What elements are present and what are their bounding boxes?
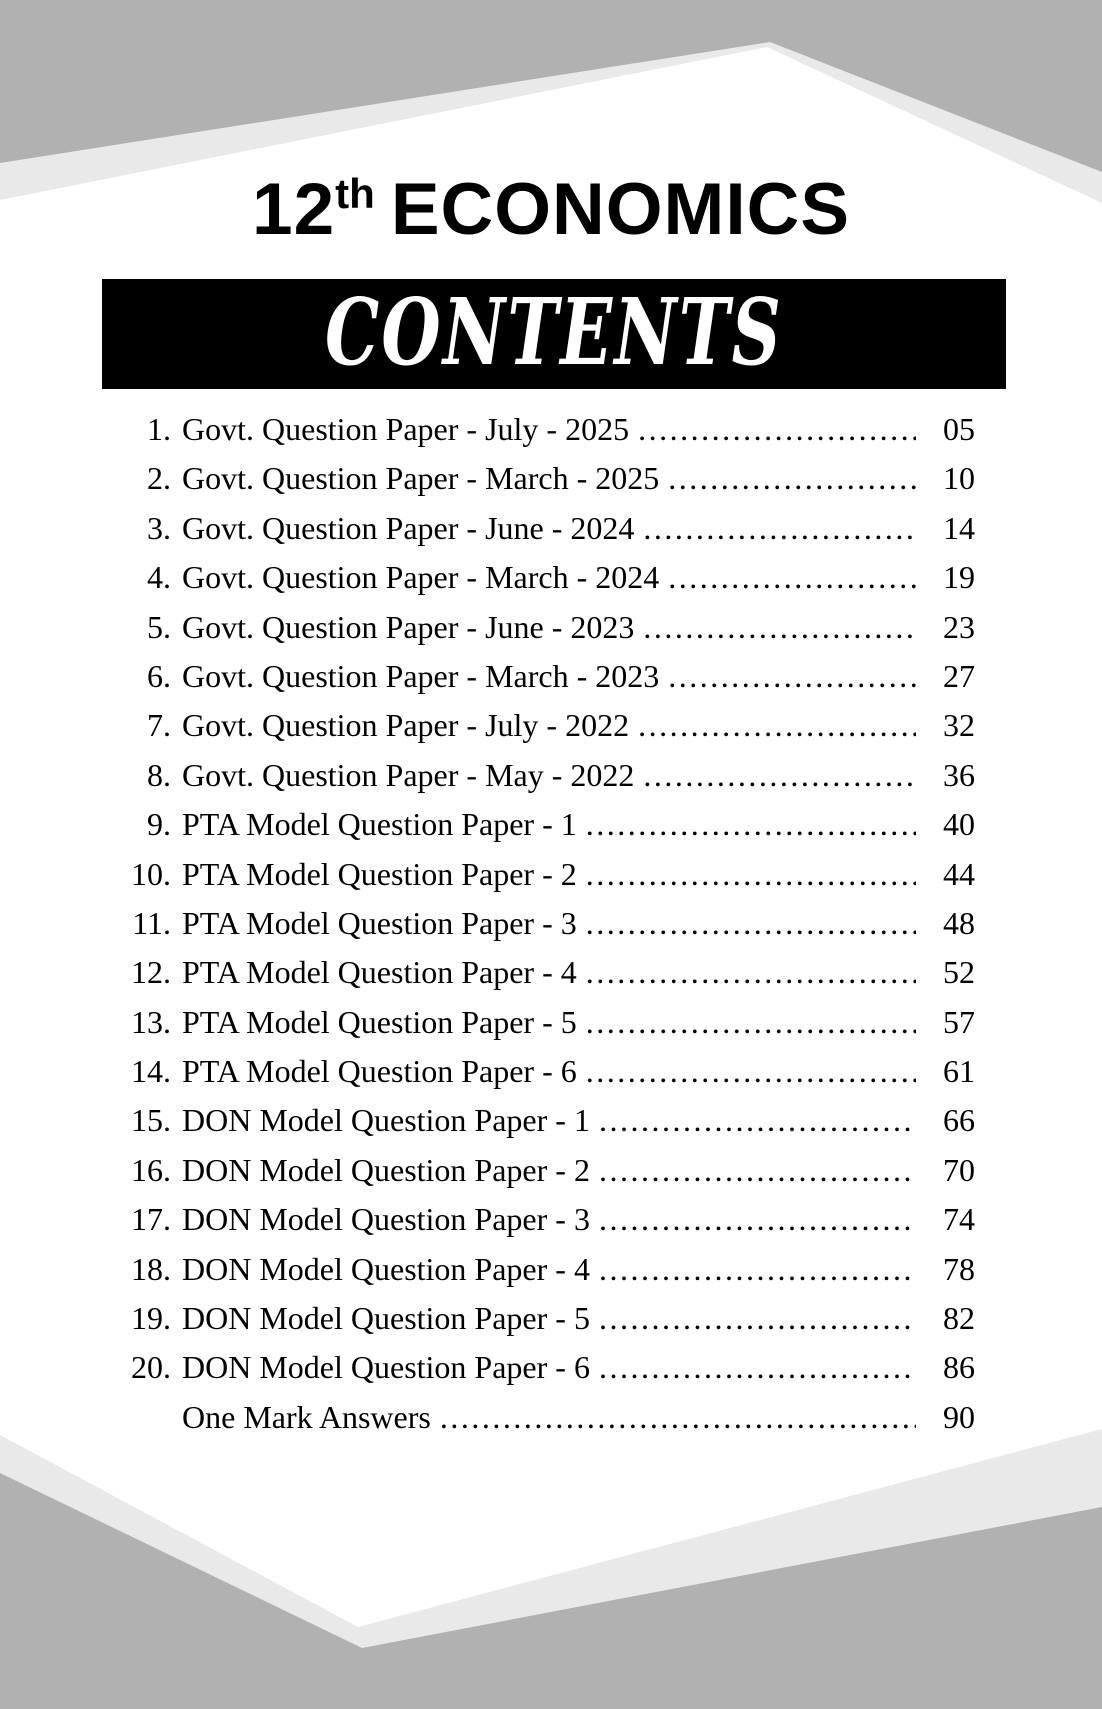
toc-item-number: 4. [147, 559, 171, 596]
toc-row [115, 603, 975, 652]
toc-item-number: 17. [131, 1201, 171, 1238]
toc-row [115, 553, 975, 602]
dot-leader [440, 1393, 916, 1442]
toc-row [115, 701, 975, 750]
toc-item-page-number: 78 [943, 1250, 975, 1287]
toc-row [115, 405, 975, 454]
dot-leader [643, 751, 916, 800]
toc-row [115, 800, 975, 849]
toc-item-page-number: 40 [943, 806, 975, 843]
toc-item-title: One Mark Answers [182, 1398, 431, 1435]
toc-row [115, 1343, 975, 1392]
toc-row [115, 1294, 975, 1343]
toc-item-title: PTA Model Question Paper - 4 [182, 954, 577, 991]
toc-row [115, 1096, 975, 1145]
toc-item-page-number: 86 [943, 1349, 975, 1386]
toc-item-page-number: 23 [943, 608, 975, 645]
toc-item-page-number: 32 [943, 707, 975, 744]
toc-item-title: Govt. Question Paper - March - 2025 [182, 460, 660, 497]
toc-row [115, 1195, 975, 1244]
toc-item-title: Govt. Question Paper - March - 2024 [182, 559, 660, 596]
toc-item-title: Govt. Question Paper - July - 2022 [182, 707, 630, 744]
toc-item-title: PTA Model Question Paper - 1 [182, 806, 577, 843]
toc-row [115, 652, 975, 701]
toc-item-page-number: 05 [943, 411, 975, 447]
toc-item-number: 14. [131, 1053, 171, 1090]
toc-item-number: 9. [147, 806, 171, 843]
grade-number: 12 [251, 169, 336, 250]
dot-leader [668, 454, 916, 503]
toc-item-title: Govt. Question Paper - June - 2024 [182, 509, 635, 546]
dot-leader [599, 1245, 916, 1294]
subject-title: ECONOMICS [390, 169, 851, 250]
dot-leader [586, 899, 916, 948]
toc-item-number: 13. [131, 1003, 171, 1040]
toc-row [115, 1393, 975, 1442]
toc-row [115, 850, 975, 899]
toc-item-title: DON Model Question Paper - 4 [182, 1250, 590, 1287]
toc-item-page-number: 61 [943, 1053, 975, 1090]
dot-leader [586, 998, 916, 1047]
toc-item-page-number: 90 [943, 1398, 975, 1435]
toc-item-page-number: 27 [943, 657, 975, 694]
toc-row [115, 1146, 975, 1195]
toc-item-title: PTA Model Question Paper - 5 [182, 1003, 577, 1040]
dot-leader [599, 1096, 916, 1145]
dot-leader [586, 948, 916, 997]
toc-row [115, 1245, 975, 1294]
toc-item-number: 15. [131, 1102, 171, 1139]
toc-item-page-number: 10 [943, 460, 975, 497]
toc-item-title: PTA Model Question Paper - 2 [182, 855, 577, 892]
toc-item-number: 10. [131, 855, 171, 892]
toc-item-title: PTA Model Question Paper - 6 [182, 1053, 577, 1090]
toc-item-title: DON Model Question Paper - 5 [182, 1300, 590, 1337]
toc-item-page-number: 57 [943, 1003, 975, 1040]
toc-item-page-number: 82 [943, 1300, 975, 1337]
toc-row [115, 998, 975, 1047]
toc-row [115, 1047, 975, 1096]
toc-item-number: 7. [147, 707, 171, 744]
toc-item-number: 18. [131, 1250, 171, 1287]
toc-item-page-number: 52 [943, 954, 975, 991]
toc-item-page-number: 66 [943, 1102, 975, 1139]
toc-item-title: DON Model Question Paper - 3 [182, 1201, 590, 1238]
dot-leader [586, 850, 916, 899]
toc-item-number: 11. [132, 904, 171, 941]
toc-row [115, 948, 975, 997]
toc-item-page-number: 70 [943, 1151, 975, 1188]
contents-banner [102, 279, 1006, 389]
dot-leader [638, 701, 916, 750]
toc-item-number: 2. [147, 460, 171, 497]
toc-row [115, 899, 975, 948]
grade-ordinal-suffix: th [335, 170, 375, 217]
toc-item-number: 5. [147, 608, 171, 645]
dot-leader [668, 553, 916, 602]
toc-item-number: 1. [147, 411, 171, 447]
toc-item-number: 20. [131, 1349, 171, 1386]
toc-item-number: 6. [147, 657, 171, 694]
toc-item-page-number: 19 [943, 559, 975, 596]
dot-leader [599, 1343, 916, 1392]
toc-item-number: 16. [131, 1151, 171, 1188]
toc-item-number: 12. [131, 954, 171, 991]
toc-list [115, 405, 975, 1442]
toc-item-title: Govt. Question Paper - June - 2023 [182, 608, 635, 645]
dot-leader [638, 405, 916, 454]
toc-item-number: 3. [147, 509, 171, 546]
toc-item-title: Govt. Question Paper - July - 2025 [182, 411, 630, 447]
toc-item-page-number: 36 [943, 756, 975, 793]
toc-row [115, 751, 975, 800]
dot-leader [643, 603, 916, 652]
toc-item-title: DON Model Question Paper - 6 [182, 1349, 590, 1386]
toc-row [115, 504, 975, 553]
toc-row [115, 454, 975, 503]
page-title [0, 168, 1102, 251]
contents-heading: CONTENTS [324, 279, 784, 386]
toc-item-number: 8. [147, 756, 171, 793]
dot-leader [599, 1294, 916, 1343]
toc-item-title: Govt. Question Paper - March - 2023 [182, 657, 660, 694]
dot-leader [643, 504, 916, 553]
toc-item-title: DON Model Question Paper - 1 [182, 1102, 590, 1139]
dot-leader [586, 1047, 916, 1096]
dot-leader [599, 1146, 916, 1195]
dot-leader [599, 1195, 916, 1244]
toc-item-number: 19. [131, 1300, 171, 1337]
dot-leader [586, 800, 916, 849]
toc-item-page-number: 74 [943, 1201, 975, 1238]
toc-item-title: PTA Model Question Paper - 3 [182, 904, 577, 941]
toc-item-title: Govt. Question Paper - May - 2022 [182, 756, 635, 793]
toc-item-page-number: 14 [943, 509, 975, 546]
dot-leader [668, 652, 916, 701]
toc-item-page-number: 48 [943, 904, 975, 941]
toc-item-page-number: 44 [943, 855, 975, 892]
toc-item-title: DON Model Question Paper - 2 [182, 1151, 590, 1188]
